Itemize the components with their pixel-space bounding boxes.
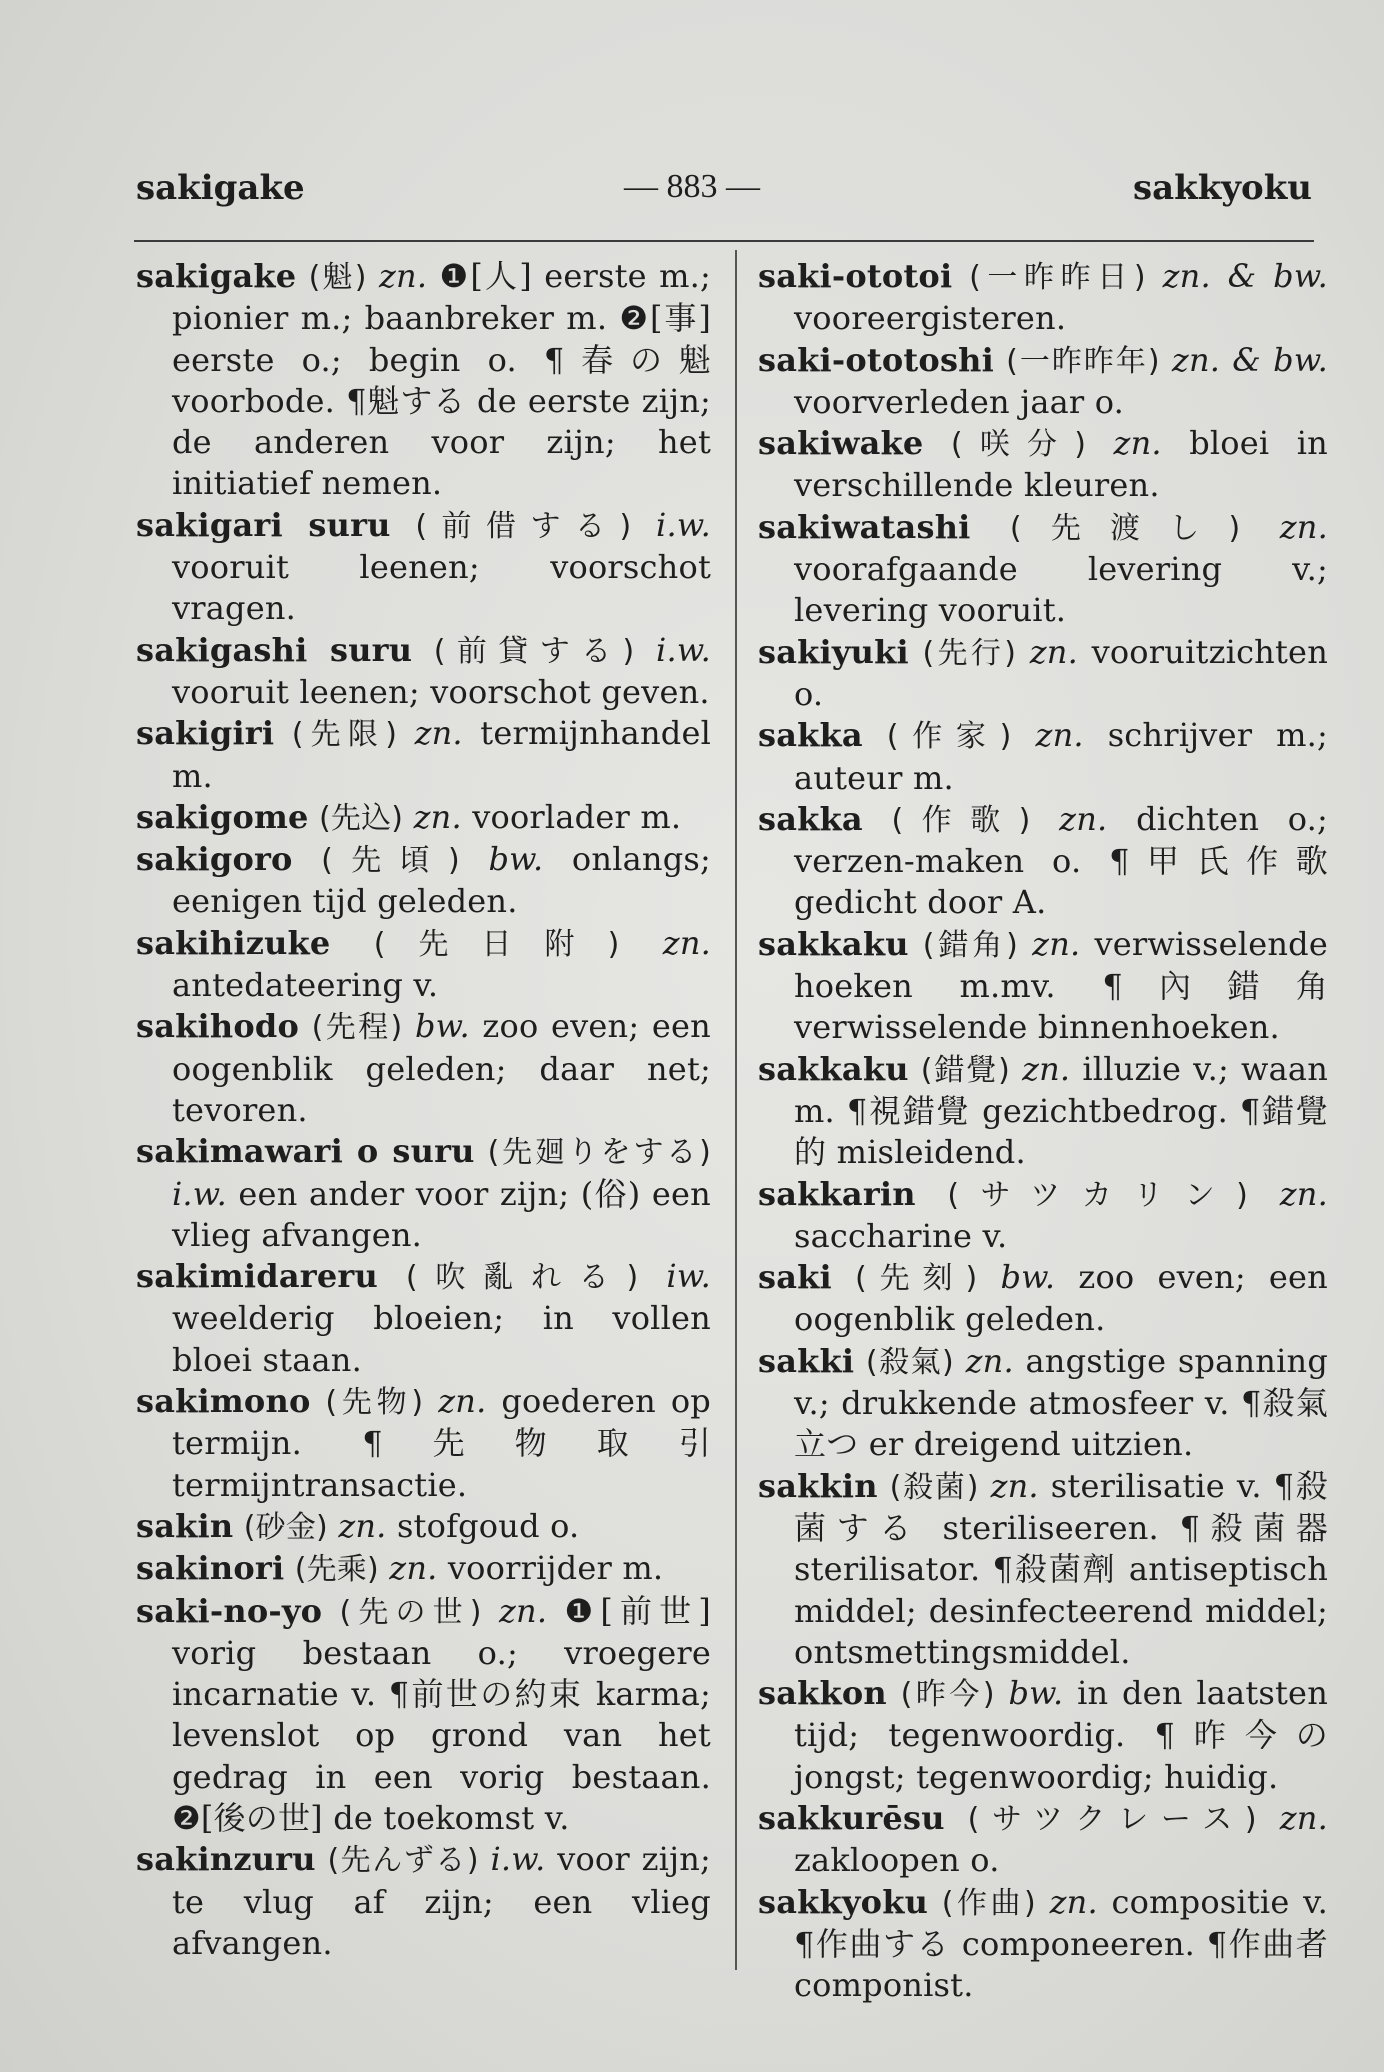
part-of-speech: bw.: [488, 840, 544, 879]
part-of-speech: zn.: [413, 797, 462, 836]
headword: sakigoro: [136, 840, 293, 879]
kanji-form: (先程): [311, 1010, 403, 1046]
definition: weelderig bloeien; in vollen bloei staan.: [172, 1299, 711, 1379]
dictionary-entry: [758, 507, 1328, 632]
part-of-speech: zn.: [1059, 799, 1108, 838]
part-of-speech: zn.: [389, 1549, 438, 1588]
definition: schrijver m.; auteur m.: [794, 716, 1329, 797]
kanji-form: (作歌): [891, 802, 1031, 838]
part-of-speech: zn.: [1022, 1049, 1071, 1088]
definition: zoo even; een oogenblik geleden.: [794, 1258, 1328, 1339]
kanji-form: (先日附): [373, 926, 620, 962]
headword: saki-ototoshi: [758, 340, 994, 379]
kanji-form: (先限): [291, 717, 398, 753]
headword: sakinzuru: [136, 1840, 316, 1879]
part-of-speech: zn.: [1029, 632, 1078, 671]
definition: voorverleden jaar o.: [794, 382, 1125, 421]
dictionary-entry: [136, 1131, 711, 1256]
kanji-form: (昨今): [900, 1677, 995, 1713]
headword: sakigari suru: [136, 505, 391, 544]
kanji-form: (一昨昨年): [1006, 343, 1160, 379]
dictionary-entry: [136, 1256, 711, 1381]
kanji-form: (先物): [325, 1385, 424, 1421]
dictionary-entry: [758, 1798, 1328, 1882]
definition: vooruit leenen; voorschot vragen.: [172, 548, 711, 628]
kanji-form: (一昨昨日): [969, 260, 1146, 295]
headword: sakin: [136, 1506, 234, 1545]
headword: sakkyoku: [758, 1882, 929, 1921]
dictionary-entry: [136, 1006, 711, 1131]
headword: sakigashi suru: [136, 630, 413, 669]
kanji-form: (先の世): [339, 1594, 482, 1630]
kanji-form: (殺氣): [865, 1344, 954, 1380]
definition: compositie v. ¶作曲する componeeren. ¶作曲者 componist.: [794, 1882, 1329, 2005]
column-divider: [735, 250, 737, 1970]
dictionary-entry: [758, 1673, 1328, 1798]
dictionary-entry: [758, 715, 1328, 799]
dictionary-entry: [136, 1839, 711, 1964]
header-right-guide-word: sakkyoku: [1133, 168, 1312, 208]
kanji-form: (咲分): [950, 427, 1087, 463]
part-of-speech: i.w.: [656, 505, 712, 544]
definition: een ander voor zijn; (俗) een vlieg afvangen.: [172, 1174, 711, 1254]
header-rule: [134, 240, 1314, 242]
definition: voorafgaande levering v.; levering vooruit.: [794, 550, 1328, 630]
kanji-form: (サツカリン): [947, 1177, 1249, 1213]
part-of-speech: zn. & bw.: [1171, 340, 1329, 379]
definition: saccharine v.: [794, 1216, 1008, 1255]
headword: sakka: [758, 716, 863, 755]
definition: vooreergisteren.: [794, 299, 1067, 338]
definition: illuzie v.; waan m. ¶視錯覺 gezichtbedrog. ¶錯覺的 misleidend.: [794, 1049, 1329, 1172]
headword: sakkurēsu: [758, 1798, 945, 1837]
dictionary-entry: [758, 1882, 1328, 2007]
dictionary-entry: [758, 340, 1328, 424]
kanji-form: (前借する): [415, 508, 632, 544]
headword: sakki: [758, 1341, 855, 1380]
dictionary-entry: [758, 924, 1328, 1049]
header-left-guide-word: sakigake: [136, 168, 305, 208]
headword: saki: [758, 1258, 832, 1297]
kanji-form: (先込): [319, 800, 404, 836]
page-number: — 883 —: [624, 168, 760, 205]
definition: antedateering v.: [172, 966, 439, 1005]
dictionary-entry: [758, 1257, 1328, 1341]
kanji-form: (吹亂れる): [405, 1260, 639, 1296]
definition: voorlader m.: [472, 797, 682, 836]
headword: sakigake: [136, 257, 297, 295]
dictionary-entry: [136, 630, 711, 714]
dictionary-entry: [136, 839, 711, 923]
headword: sakkaku: [758, 924, 909, 963]
definition: onlangs; eenigen tijd geleden.: [172, 840, 712, 921]
dictionary-entry: [136, 923, 711, 1007]
headword: sakimono: [136, 1382, 311, 1421]
part-of-speech: zn.: [1032, 924, 1081, 963]
headword: sakiwake: [758, 424, 924, 463]
headword: sakihodo: [136, 1007, 300, 1046]
headword: sakinori: [136, 1549, 285, 1588]
part-of-speech: zn.: [338, 1506, 387, 1545]
dictionary-entry: [758, 1466, 1328, 1673]
dictionary-entry: [136, 1591, 711, 1840]
definition: goederen op termijn. ¶先物取引 termijntransactie.: [172, 1382, 711, 1504]
definition: vooruitzichten o.: [794, 632, 1329, 713]
part-of-speech: zn.: [1113, 424, 1162, 463]
headword: sakkin: [758, 1466, 878, 1505]
dictionary-entry: [136, 1548, 711, 1590]
right-column: [758, 256, 1328, 2006]
part-of-speech: bw.: [1000, 1258, 1056, 1297]
kanji-form: (先乘): [294, 1552, 379, 1588]
kanji-form: (作家): [886, 719, 1012, 755]
definition: angstige spanning v.; drukkende atmosfeer v. ¶殺氣立つ er dreigend uitzien.: [794, 1341, 1329, 1464]
definition: zakloopen o.: [794, 1841, 1000, 1880]
headword: sakiwatashi: [758, 507, 971, 546]
part-of-speech: zn.: [1049, 1882, 1098, 1921]
part-of-speech: zn.: [438, 1382, 487, 1421]
part-of-speech: bw.: [1008, 1674, 1064, 1713]
dictionary-entry: [758, 632, 1328, 716]
definition: verwisselende hoeken m.mv. ¶內錯角 verwisselende binnenhoeken.: [794, 924, 1328, 1047]
dictionary-entry: [758, 1049, 1328, 1174]
definition: ❶[人] eerste m.; pionier m.; baanbreker m. ❷[事] eerste o.; begin o. ¶春の魁 voorbode. ¶魁する de eerste zijn; de anderen voor zijn; het initiatief nemen.: [172, 257, 712, 503]
kanji-form: (先廻りをする): [487, 1135, 711, 1171]
dictionary-entry: [136, 505, 711, 630]
kanji-form: (先んずる): [327, 1843, 479, 1879]
definition: voorrijder m.: [447, 1549, 664, 1588]
headword: sakigiri: [136, 714, 275, 753]
definition: dichten o.; verzen-maken o. ¶甲氏作歌 gedicht door A.: [794, 799, 1329, 922]
part-of-speech: zn.: [662, 923, 712, 962]
dictionary-entry: [136, 713, 711, 797]
headword: saki-no-yo: [136, 1591, 323, 1630]
kanji-form: (作曲): [941, 1885, 1036, 1921]
part-of-speech: i.w.: [656, 630, 712, 669]
part-of-speech: zn.: [1279, 1174, 1328, 1213]
dictionary-entry: [758, 1174, 1328, 1258]
part-of-speech: i.w.: [172, 1174, 227, 1213]
kanji-form: (錯覺): [920, 1052, 1010, 1088]
kanji-form: (魁): [308, 260, 367, 295]
part-of-speech: zn. & bw.: [1162, 257, 1328, 295]
headword: sakkon: [758, 1674, 887, 1713]
headword: sakiyuki: [758, 632, 909, 671]
part-of-speech: i.w.: [490, 1840, 546, 1879]
dictionary-entry: [758, 799, 1328, 924]
dictionary-entry: [136, 256, 711, 505]
part-of-speech: zn.: [965, 1341, 1014, 1380]
kanji-form: (前貸する): [433, 633, 635, 669]
headword: sakihizuke: [136, 923, 331, 962]
kanji-form: (先渡し): [1009, 510, 1241, 546]
part-of-speech: zn.: [414, 714, 463, 753]
dictionary-entry: [758, 423, 1328, 507]
dictionary-entry: [136, 1506, 711, 1548]
part-of-speech: zn.: [1279, 1798, 1328, 1837]
part-of-speech: zn.: [378, 257, 428, 295]
part-of-speech: iw.: [666, 1257, 712, 1296]
dictionary-entry: [758, 1341, 1328, 1466]
headword: sakimawari o suru: [136, 1132, 475, 1171]
definition: zoo even; een oogenblik geleden; daar net; tevoren.: [172, 1007, 711, 1129]
headword: sakka: [758, 799, 863, 838]
headword: sakimidareru: [136, 1257, 378, 1296]
kanji-form: (錯角): [922, 927, 1019, 963]
dictionary-entry: [136, 797, 711, 839]
definition: in den laatsten tijd; tegenwoordig. ¶昨今の jongst; tegenwoordig; huidig.: [794, 1674, 1329, 1796]
dictionary-entry: [758, 256, 1328, 340]
headword: saki-ototoi: [758, 257, 953, 295]
definition: termijnhandel m.: [172, 714, 712, 795]
dictionary-entry: [136, 1381, 711, 1506]
definition: ❶[前世] vorig bestaan o.; vroegere incarnatie v. ¶前世の約束 karma; levenslot op grond van het gedrag in een vorig bestaan. ❷[後の世] de toekomst v.: [172, 1591, 711, 1837]
headword: sakkarin: [758, 1174, 916, 1213]
part-of-speech: zn.: [498, 1591, 548, 1630]
definition: sterilisatie v. ¶殺菌する steriliseeren. ¶殺菌器 sterilisator. ¶殺菌劑 antiseptisch middel; desinfecteerend middel; ontsmettingsmiddel.: [794, 1466, 1328, 1671]
definition: voor zijn; te vlug af zijn; een vlieg afvangen.: [172, 1840, 712, 1962]
left-column: [136, 256, 711, 1964]
kanji-form: (先頃): [321, 843, 460, 879]
part-of-speech: zn.: [990, 1466, 1039, 1505]
definition: vooruit leenen; voorschot geven.: [172, 672, 710, 711]
headword: sakigome: [136, 797, 309, 836]
kanji-form: (砂金): [243, 1509, 328, 1545]
part-of-speech: bw.: [414, 1007, 470, 1046]
part-of-speech: zn.: [1279, 507, 1328, 546]
kanji-form: (殺菌): [889, 1469, 979, 1505]
kanji-form: (先行): [922, 635, 1017, 671]
kanji-form: (サツクレース): [967, 1801, 1257, 1837]
part-of-speech: zn.: [1035, 716, 1084, 755]
headword: sakkaku: [758, 1049, 909, 1088]
kanji-form: (先刻): [854, 1261, 978, 1297]
definition: stofgoud o.: [396, 1506, 580, 1545]
definition: bloei in verschillende kleuren.: [794, 424, 1328, 505]
